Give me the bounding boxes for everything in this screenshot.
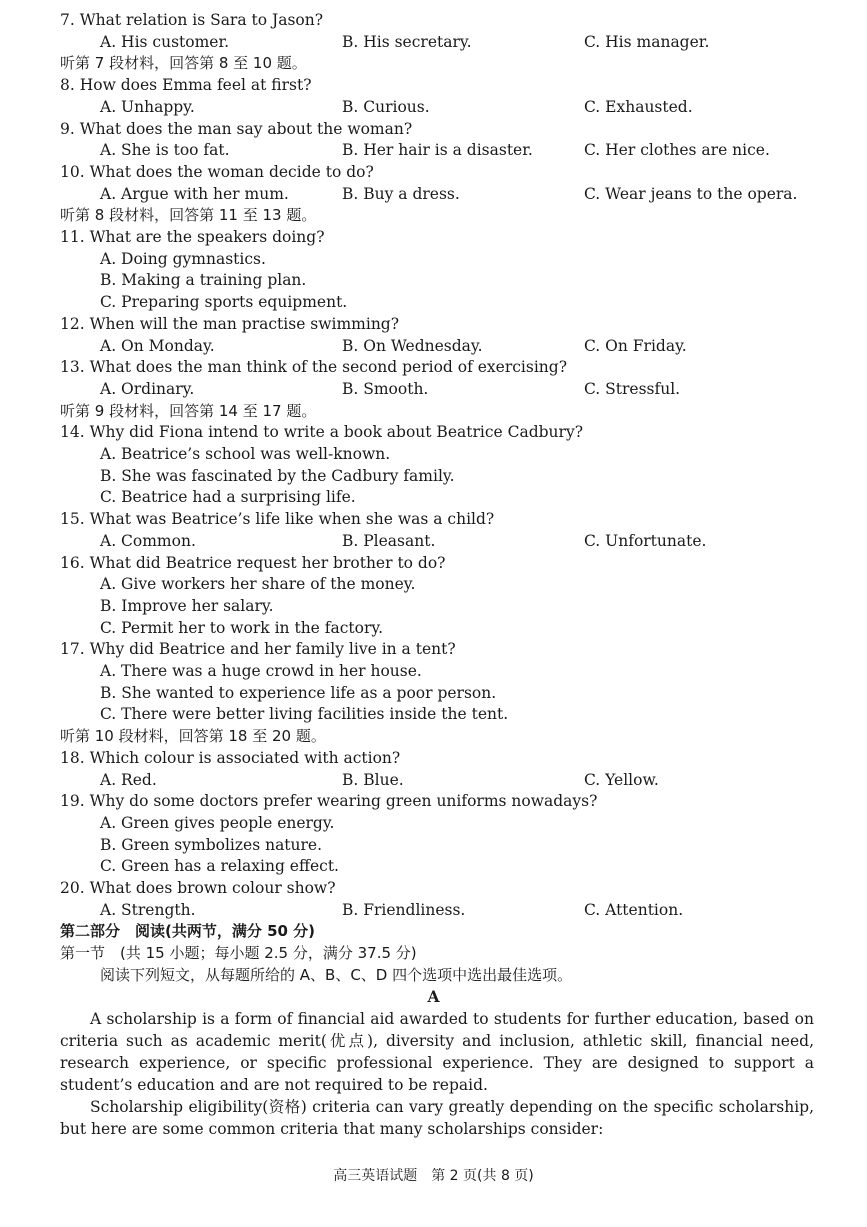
answer-option: C. Her clothes are nice. [584,141,770,160]
answer-option: A. Argue with her mum. [100,184,289,203]
answer-option: A. Common. [100,531,196,550]
answer-option: C. On Friday. [584,336,687,355]
answer-option: C. Green has a relaxing effect. [100,857,339,876]
answer-option: A. Green gives people energy. [100,813,335,832]
answer-option: A. On Monday. [100,336,215,355]
answer-option: C. Beatrice had a surprising life. [100,488,356,507]
question-text: 9. What does the man say about the woman? [60,119,413,138]
answer-option: B. Blue. [342,770,404,789]
answer-option: C. Stressful. [584,379,681,398]
answer-option: B. Making a training plan. [100,271,307,290]
answer-option: A. Strength. [100,900,196,919]
question-text: 18. Which colour is associated with action? [60,748,401,767]
passage-paragraph-1: A scholarship is a form of financial aid awarded to students for further education, based on criteria such as academic merit(优点), diversity and inclusion, athletic skill, financial need, research experience, or specific professional experience. They are designed to support a student’s education and are not required to be repaid. [60,1010,814,1094]
section-instruction: 听第 7 段材料，回答第 8 至 10 题。 [60,54,307,73]
question-text: 13. What does the man think of the second period of exercising? [60,358,568,377]
question-text: 7. What relation is Sara to Jason? [60,11,324,29]
answer-option: B. Pleasant. [342,531,436,550]
question-text: 8. How does Emma feel at first? [60,76,312,95]
question-text: 16. What did Beatrice request her brother to do? [60,553,446,572]
answer-option: A. Give workers her share of the money. [100,575,416,594]
passage-label: A [427,987,440,1006]
answer-option: A. Doing gymnastics. [100,249,266,268]
answer-option: B. Buy a dress. [342,184,460,203]
answer-option: A. Red. [100,770,157,789]
question-text: 17. Why did Beatrice and her family live in a tent? [60,640,456,659]
answer-option: A. Unhappy. [100,97,195,116]
part2-heading: 第二部分 阅读(共两节，满分 50 分) [60,922,316,940]
answer-option: C. There were better living facilities inside the tent. [100,705,509,724]
answer-option: B. Improve her salary. [100,596,274,615]
section-instruction: 听第 8 段材料，回答第 11 至 13 题。 [60,206,317,225]
section-instruction: 听第 10 段材料，回答第 18 至 20 题。 [60,727,326,746]
page-footer: 高三英语试题 第 2 页(共 8 页) [333,1168,534,1184]
answer-option: A. Ordinary. [100,379,195,398]
question-text: 15. What was Beatrice’s life like when she was a child? [60,510,495,529]
question-text: 14. Why did Fiona intend to write a book about Beatrice Cadbury? [60,423,584,442]
answer-option: C. Attention. [584,900,684,919]
question-text: 12. When will the man practise swimming? [60,314,400,333]
answer-option: B. Green symbolizes nature. [100,835,323,854]
answer-option: B. Her hair is a disaster. [342,141,533,160]
answer-option: B. His secretary. [342,32,472,51]
answer-option: C. Yellow. [584,770,659,789]
question-text: 11. What are the speakers doing? [60,228,325,246]
answer-option: B. Curious. [342,97,430,116]
answer-option: C. Exhausted. [584,97,693,116]
answer-option: B. Smooth. [342,379,429,398]
passage-paragraph-2: Scholarship eligibility(资格) criteria can vary greatly depending on the specific scholarship, but here are some common criteria that many scholarships consider: [60,1098,814,1138]
answer-option: C. Preparing sports equipment. [100,293,348,312]
answer-option: A. Beatrice’s school was well-known. [100,445,391,463]
section-instruction: 听第 9 段材料，回答第 14 至 17 题。 [60,401,317,420]
question-text: 10. What does the woman decide to do? [60,162,374,181]
answer-option: A. She is too fat. [100,141,230,160]
answer-option: B. She was fascinated by the Cadbury family. [100,466,455,485]
answer-option: A. His customer. [100,32,230,51]
section1-heading: 第一节 (共 15 小题；每小题 2.5 分，满分 37.5 分) [60,944,417,962]
question-text: 19. Why do some doctors prefer wearing green uniforms nowadays? [60,792,598,811]
answer-option: C. Permit her to work in the factory. [100,618,384,637]
answer-option: C. Unfortunate. [584,531,707,550]
reading-instruction: 阅读下列短文，从每题所给的 A、B、C、D 四个选项中选出最佳选项。 [100,966,573,984]
answer-option: C. His manager. [584,32,710,51]
answer-option: C. Wear jeans to the opera. [584,184,798,203]
answer-option: A. There was a huge crowd in her house. [100,662,422,680]
answer-option: B. On Wednesday. [342,336,483,355]
answer-option: B. Friendliness. [342,900,466,919]
answer-option: B. She wanted to experience life as a poor person. [100,683,497,702]
question-text: 20. What does brown colour show? [60,879,336,897]
